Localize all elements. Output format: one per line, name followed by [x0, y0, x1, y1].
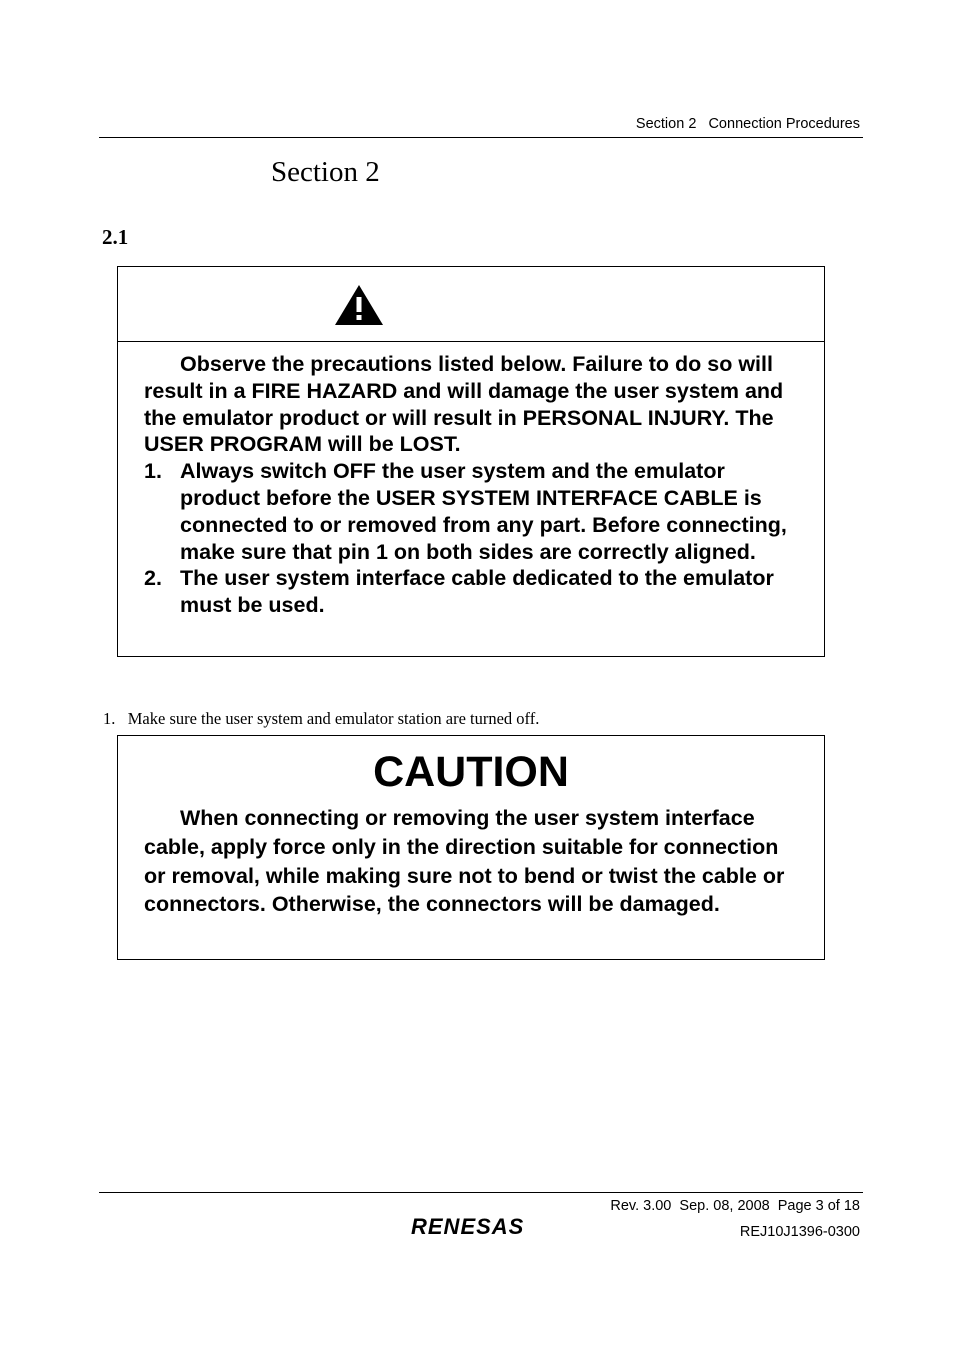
- caution-box: [117, 735, 825, 960]
- warning-box: [117, 266, 825, 657]
- section-title: Section 2: [271, 156, 380, 188]
- warning-box-body: [118, 342, 824, 619]
- warning-triangle-icon: [333, 283, 385, 327]
- renesas-logo-text: RENESAS: [411, 1214, 525, 1239]
- warning-item-number: 1.: [144, 459, 162, 484]
- warning-intro: Observe the precautions listed below. Failure to do so will result in a FIRE HAZARD and will damage the user system and the emulator product or will result in PERSONAL INJURY. The USER PROGRAM will be LOST.: [144, 352, 784, 457]
- caution-title: CAUTION: [373, 748, 569, 796]
- renesas-logo: [409, 1212, 554, 1240]
- running-header: Section 2 Connection Procedures: [635, 116, 860, 132]
- footer-rule: [99, 1192, 863, 1193]
- warning-item: [144, 458, 804, 565]
- warning-item-text: Always switch OFF the user system and the emulator product before the USER SYSTEM INTERFACE CABLE is connected to or removed from any part. Before connecting, make sure that pin 1 on both sides are correctly aligned.: [180, 459, 787, 564]
- step-number: 1.: [103, 709, 116, 728]
- step-text: Make sure the user system and emulator station are turned off.: [127, 709, 540, 728]
- caution-body: When connecting or removing the user system interface cable, apply force only in the direction suitable for connection or removal, while making sure not to bend or twist the cable or connectors. Otherwise, the connectors will be damaged.: [144, 806, 785, 917]
- warning-item: [144, 565, 804, 619]
- warning-item-number: 2.: [144, 566, 162, 591]
- subsection-number: 2.1: [102, 225, 129, 249]
- procedure-step: [103, 709, 539, 729]
- footer-doc-code: REJ10J1396-0300: [739, 1224, 860, 1240]
- warning-item-text: The user system interface cable dedicated to the emulator must be used.: [180, 566, 774, 618]
- footer-revision: Rev. 3.00 Sep. 08, 2008 Page 3 of 18: [610, 1198, 860, 1214]
- header-rule: [99, 137, 863, 138]
- warning-box-header: [118, 267, 824, 342]
